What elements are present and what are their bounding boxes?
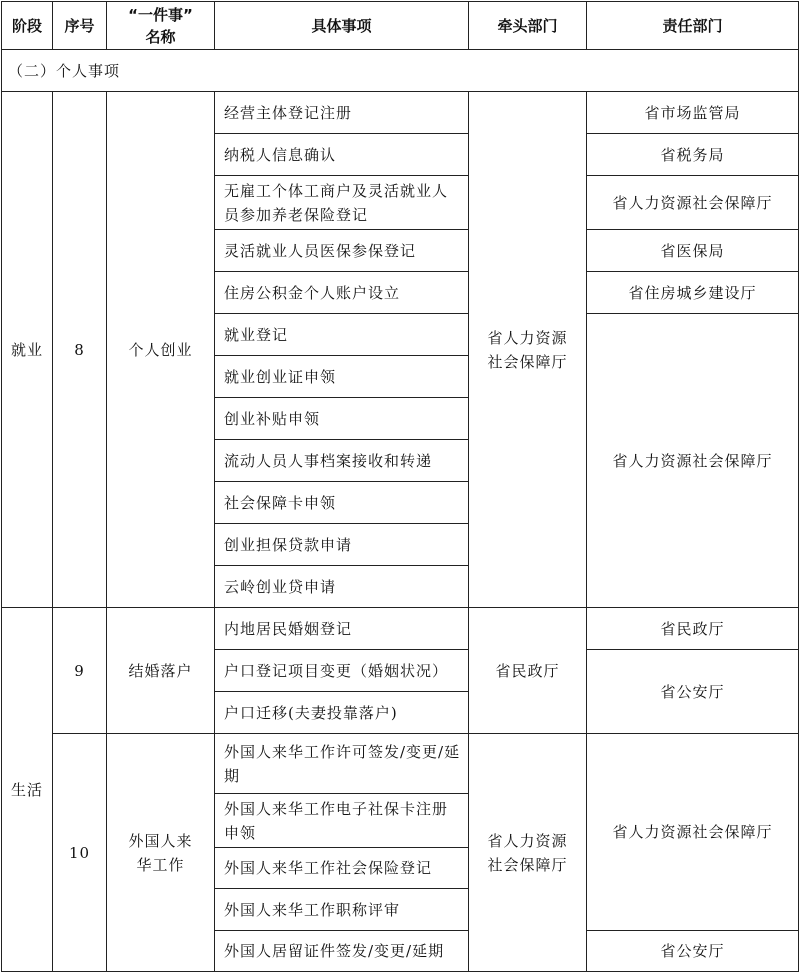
resp-dept-cell: 省人力资源社会保障厅 <box>587 176 799 230</box>
seq-cell: 10 <box>53 734 107 972</box>
resp-dept-cell: 省公安厅 <box>587 931 799 972</box>
item-cell: 外国人来华工作职称评审 <box>215 889 469 931</box>
item-cell: 流动人员人事档案接收和转递 <box>215 440 469 482</box>
header-seq: 序号 <box>53 2 107 50</box>
lead-dept-cell: 省民政厅 <box>469 608 587 734</box>
header-resp: 责任部门 <box>587 2 799 50</box>
header-name-line2: 名称 <box>145 27 176 46</box>
resp-dept-cell: 省市场监管局 <box>587 92 799 134</box>
matter-name-text: 外国人来华工作 <box>128 831 193 874</box>
lead-dept-cell <box>469 734 587 972</box>
lead-dept-cell <box>469 92 587 608</box>
item-cell: 外国人来华工作社会保险登记 <box>215 848 469 889</box>
item-cell: 住房公积金个人账户设立 <box>215 272 469 314</box>
item-cell: 外国人居留证件签发/变更/延期 <box>215 931 469 972</box>
matter-name-cell: 个人创业 <box>107 92 215 608</box>
item-cell: 无雇工个体工商户及灵活就业人员参加养老保险登记 <box>215 176 469 230</box>
header-stage: 阶段 <box>2 2 53 50</box>
table-row <box>2 608 799 650</box>
stage-cell: 就业 <box>2 92 53 608</box>
seq-cell: 9 <box>53 608 107 734</box>
header-lead: 牵头部门 <box>469 2 587 50</box>
item-cell: 就业登记 <box>215 314 469 356</box>
header-name <box>107 2 215 50</box>
resp-dept-cell: 省公安厅 <box>587 650 799 734</box>
item-cell: 灵活就业人员医保参保登记 <box>215 230 469 272</box>
section-row <box>2 50 799 92</box>
item-cell: 内地居民婚姻登记 <box>215 608 469 650</box>
table-row <box>2 92 799 134</box>
header-name-line1: “一件事” <box>128 5 193 24</box>
item-cell: 纳税人信息确认 <box>215 134 469 176</box>
item-cell: 外国人来华工作许可签发/变更/延期 <box>215 734 469 794</box>
item-cell: 创业担保贷款申请 <box>215 524 469 566</box>
resp-dept-cell: 省人力资源社会保障厅 <box>587 314 799 608</box>
item-cell: 户口登记项目变更（婚姻状况） <box>215 650 469 692</box>
header-item: 具体事项 <box>215 2 469 50</box>
item-cell: 云岭创业贷申请 <box>215 566 469 608</box>
section-title: （二）个人事项 <box>2 50 799 92</box>
matters-table <box>1 1 799 972</box>
item-cell: 就业创业证申领 <box>215 356 469 398</box>
seq-cell: 8 <box>53 92 107 608</box>
matter-name-cell: 结婚落户 <box>107 608 215 734</box>
lead-dept-text: 省人力资源社会保障厅 <box>487 831 568 874</box>
header-row <box>2 2 799 50</box>
stage-cell: 生活 <box>2 608 53 972</box>
item-cell: 创业补贴申领 <box>215 398 469 440</box>
resp-dept-cell: 省人力资源社会保障厅 <box>587 734 799 931</box>
item-cell: 经营主体登记注册 <box>215 92 469 134</box>
resp-dept-cell: 省税务局 <box>587 134 799 176</box>
resp-dept-cell: 省住房城乡建设厅 <box>587 272 799 314</box>
item-cell: 社会保障卡申领 <box>215 482 469 524</box>
matter-name-cell <box>107 734 215 972</box>
item-cell: 户口迁移(夫妻投靠落户) <box>215 692 469 734</box>
resp-dept-cell: 省医保局 <box>587 230 799 272</box>
table-row <box>2 734 799 794</box>
resp-dept-cell: 省民政厅 <box>587 608 799 650</box>
item-cell: 外国人来华工作电子社保卡注册申领 <box>215 794 469 848</box>
lead-dept-text: 省人力资源社会保障厅 <box>487 328 568 371</box>
